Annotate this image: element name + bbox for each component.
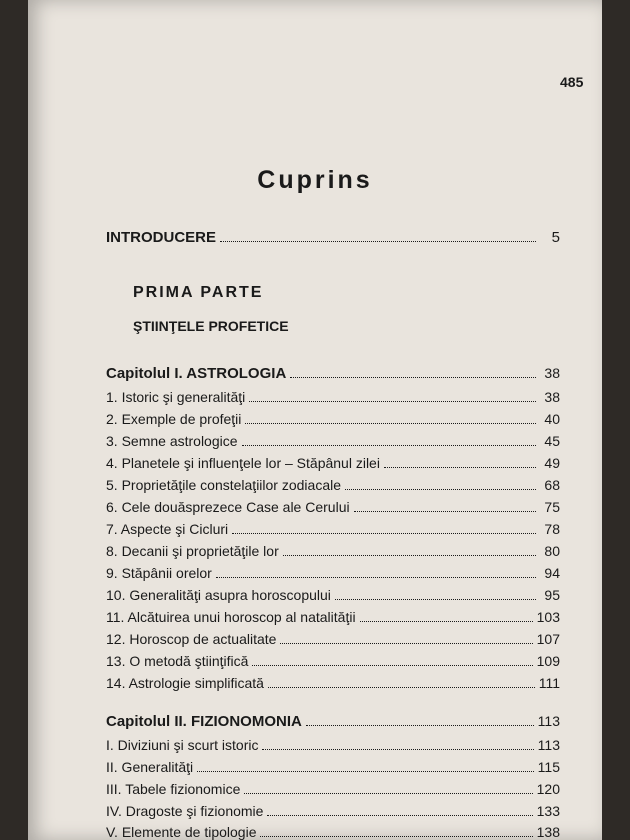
dot-leader — [244, 781, 532, 794]
part-subtitle: ŞTIINŢELE PROFETICE — [133, 318, 289, 334]
toc-entry-page: 78 — [544, 521, 560, 537]
toc-entry-label: V. Elemente de tipologie — [106, 824, 257, 840]
dot-leader — [242, 433, 536, 446]
toc-entry-page: 107 — [536, 631, 560, 647]
toc-entry-label: 8. Decanii şi proprietăţile lor — [106, 543, 279, 559]
toc-entry-label: 3. Semne astrologice — [106, 433, 238, 449]
dot-leader — [216, 565, 536, 578]
toc-entry — [106, 455, 560, 471]
toc-entry-label: 12. Horoscop de actualitate — [106, 631, 277, 647]
dot-leader — [245, 411, 536, 424]
toc-entry — [106, 803, 560, 819]
toc-entry — [106, 631, 560, 647]
toc-entry-label: 10. Generalităţi asupra horoscopului — [106, 587, 331, 603]
toc-entry-page: 133 — [536, 803, 560, 819]
toc-entry-label: 7. Aspecte şi Cicluri — [106, 521, 229, 537]
toc-entry-label: IV. Dragoste şi fizionomie — [106, 803, 264, 819]
chapter-page: 38 — [544, 364, 560, 381]
toc-entry — [106, 521, 560, 537]
toc-entry-page: 45 — [544, 433, 560, 449]
toc-entry-page: 75 — [544, 499, 560, 515]
toc-entry-label: II. Generalităţi — [106, 759, 194, 775]
toc-entry-page: 49 — [544, 455, 560, 471]
chapter-label: Capitolul II. FIZIONOMONIA — [106, 712, 302, 730]
toc-entry — [106, 543, 560, 559]
toc-entry-label: 1. Istoric şi generalităţi — [106, 389, 246, 405]
book-page — [28, 0, 602, 840]
toc-entry — [106, 499, 560, 515]
toc-entry — [106, 609, 560, 625]
dot-leader — [384, 455, 536, 468]
toc-entry-label: 13. O metodă ştiinţifică — [106, 653, 249, 669]
dot-leader — [197, 759, 534, 772]
dot-leader — [262, 737, 533, 750]
dot-leader — [252, 653, 532, 666]
toc-entry-label: III. Tabele fizionomice — [106, 781, 241, 797]
dot-leader — [345, 477, 536, 490]
toc-entry — [106, 737, 560, 753]
dot-leader — [360, 609, 533, 622]
toc-entry-page: 38 — [544, 389, 560, 405]
toc-entry-page: 40 — [544, 411, 560, 427]
toc-entry-label: 6. Cele douăsprezece Case ale Cerului — [106, 499, 350, 515]
toc-chapter-1 — [106, 364, 560, 382]
toc-entry-label: 14. Astrologie simplificată — [106, 675, 264, 691]
toc-entry — [106, 675, 560, 691]
toc-entry-label: 11. Alcătuirea unui horoscop al natalităţii — [106, 609, 356, 625]
dot-leader — [268, 675, 535, 688]
dot-leader — [232, 521, 536, 534]
toc-entry-page: 138 — [536, 824, 560, 840]
toc-entry-page: 95 — [544, 587, 560, 603]
toc-entry-page: 111 — [538, 675, 560, 691]
toc-entry-label: 5. Proprietăţile constelaţiilor zodiacale — [106, 477, 342, 493]
chapter-label: Capitolul I. ASTROLOGIA — [106, 364, 287, 382]
dot-leader — [335, 587, 536, 600]
toc-entry-label: INTRODUCERE — [106, 228, 217, 246]
toc-entry-page: 120 — [536, 781, 560, 797]
toc-entry — [106, 477, 560, 493]
dot-leader — [354, 499, 536, 512]
toc-entry-page: 68 — [544, 477, 560, 493]
toc-entry — [106, 433, 560, 449]
toc-entry-label: I. Diviziuni şi scurt istoric — [106, 737, 259, 753]
part-title: PRIMA PARTE — [133, 284, 264, 301]
toc-entry-label: 4. Planetele şi influenţele lor – Stăpânul zilei — [106, 455, 380, 471]
dot-leader — [249, 389, 536, 402]
dot-leader — [267, 803, 532, 816]
toc-entry-page: 115 — [537, 759, 560, 775]
toc-entry-page: 94 — [544, 565, 560, 581]
toc-entry-page: 103 — [536, 609, 560, 625]
toc-entry-page: 80 — [544, 543, 560, 559]
toc-entry-page: 113 — [537, 737, 560, 753]
toc-entry — [106, 781, 560, 797]
dot-leader — [283, 543, 536, 556]
toc-entry — [106, 565, 560, 581]
toc-entry — [106, 389, 560, 405]
dot-leader — [260, 824, 532, 837]
toc-entry — [106, 653, 560, 669]
page-title: Cuprins — [257, 166, 373, 194]
toc-entry-label: 9. Stăpânii orelor — [106, 565, 212, 581]
toc-entry-page: 109 — [536, 653, 560, 669]
toc-entry — [106, 587, 560, 603]
toc-entry — [106, 411, 560, 427]
dot-leader — [290, 364, 536, 378]
toc-entry-introduction — [106, 228, 560, 246]
toc-chapter-2 — [106, 712, 560, 730]
dot-leader — [280, 631, 532, 644]
toc-entry-label: 2. Exemple de profeţii — [106, 411, 242, 427]
toc-entry — [106, 759, 560, 775]
dot-leader — [220, 228, 536, 242]
toc-entry — [106, 824, 560, 840]
chapter-page: 113 — [537, 712, 560, 729]
dot-leader — [306, 712, 534, 726]
toc-entry-page: 5 — [551, 228, 560, 246]
page-number: 485 — [560, 74, 584, 90]
